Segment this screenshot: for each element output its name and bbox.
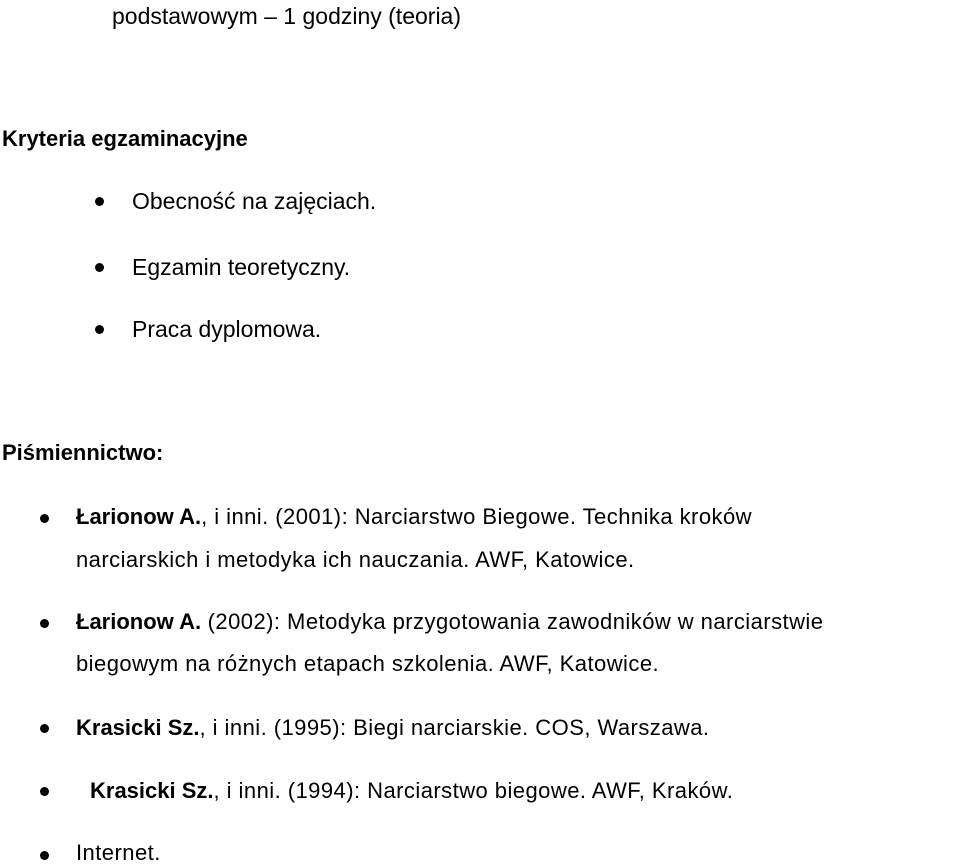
criteria-heading: Kryteria egzaminacyjne [2,126,248,151]
reference-text: (2002): Metodyka przygotowania zawodników w narciarstwie [201,609,824,634]
intro-line: podstawowym – 1 godziny (teoria) [112,3,461,29]
reference-text: , i inni. (1995): Biegi narciarskie. COS, Warszawa. [199,715,710,740]
bullet-icon [95,197,104,206]
criteria-item-exam: Egzamin teoretyczny. [132,254,351,280]
bullet-icon [40,851,49,860]
bullet-icon [40,514,49,523]
bullet-icon [40,619,49,628]
reference-author: Łarionow A. [76,609,202,634]
reference-text-continued: narciarskich i metodyka ich nauczania. AWF, Katowice. [76,547,635,572]
bullet-icon [95,263,104,272]
criteria-item-attendance: Obecność na zajęciach. [132,188,377,214]
reference-item [90,776,733,806]
bullet-icon [95,325,104,334]
reference-item-internet: Internet. [76,840,161,865]
reference-author: Łarionow A. [76,504,202,529]
reference-author: Krasicki Sz. [90,778,214,803]
reference-item [76,502,752,532]
reference-item [76,607,823,637]
reference-item [76,713,709,743]
literature-heading: Piśmiennictwo: [2,440,164,465]
reference-text: , i inni. (1994): Narciarstwo biegowe. AWF, Kraków. [213,778,734,803]
reference-author: Krasicki Sz. [76,715,200,740]
bullet-icon [40,724,49,733]
criteria-item-thesis: Praca dyplomowa. [132,316,322,342]
reference-text-continued: biegowym na różnych etapach szkolenia. AWF, Katowice. [76,651,660,676]
reference-text: , i inni. (2001): Narciarstwo Biegowe. Technika kroków [201,504,752,529]
bullet-icon [40,787,49,796]
